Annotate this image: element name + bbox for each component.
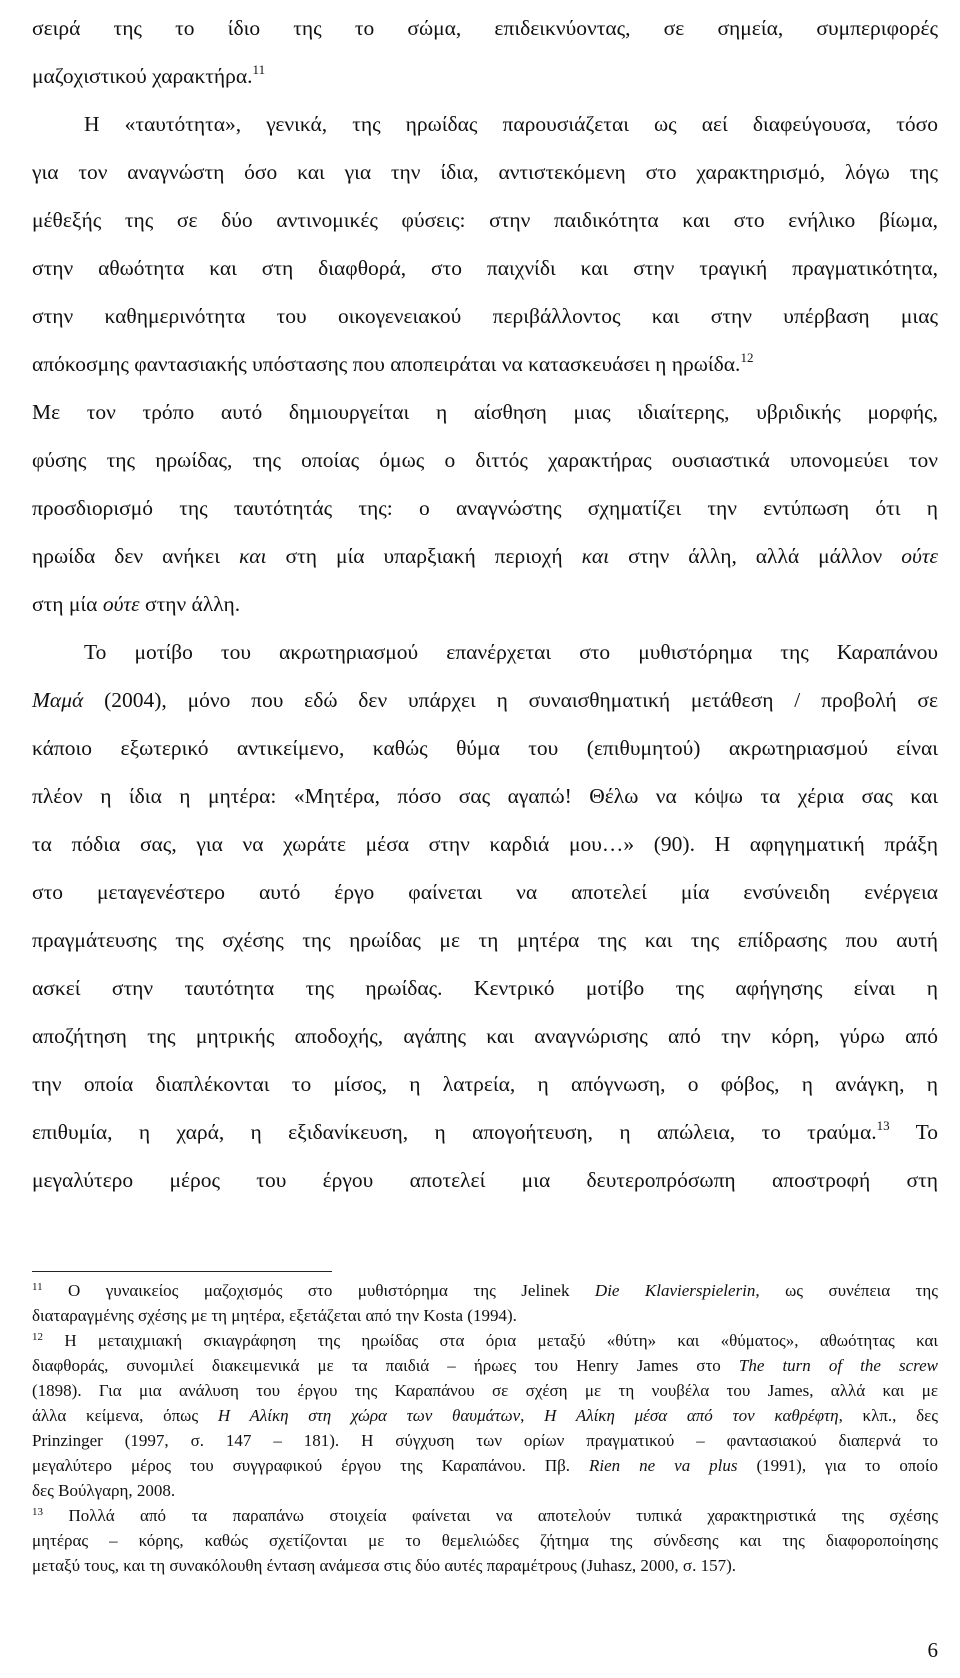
text-line: τα πόδια σας, για να χωράτε μέσα στην καρδιά μου…» (90). Η αφηγηματική πράξη [32, 832, 938, 856]
text-line: φύσης της ηρωίδας, της οποίας όμως ο διττός χαρακτήρας ουσιαστικά υπονομεύει τον [32, 448, 938, 472]
text-line: κάποιο εξωτερικό αντικείμενο, καθώς θύμα του (επιθυμητού) ακρωτηριασμού είναι [32, 736, 938, 760]
text-line: προσδιορισμό της ταυτότητάς της: ο αναγνώστης σχηματίζει την εντύπωση ότι η [32, 496, 938, 520]
text-line: στην αθωότητα και στη διαφθορά, στο παιχνίδι και στην τραγική πραγματικότητα, [32, 256, 938, 280]
text-line: απόκοσμης φαντασιακής υπόστασης που αποπειράται να κατασκευάσει η ηρωίδα.$^{12}$ [32, 350, 754, 376]
text-line: σειρά της το ίδιο της το σώμα, επιδεικνύοντας, σε σημεία, συμπεριφορές [32, 16, 938, 40]
text-line: Μαμά (2004), μόνο που εδώ δεν υπάρχει η συναισθηματική μετάθεση / προβολή σε [32, 688, 938, 712]
text-line: μεγαλύτερο μέρος του έργου αποτελεί μια δευτεροπρόσωπη αποστροφή στη [32, 1168, 938, 1192]
footnote-line: $^{13}$ Πολλά από τα παραπάνω στοιχεία φαίνεται να αποτελούν τυπικά χαρακτηριστικά της σχέσης [32, 1506, 938, 1525]
footnote-line: Prinzinger (1997, σ. 147 – 181). Η σύγχυση των ορίων πραγματικού – φαντασιακού διαπερνά το [32, 1431, 938, 1450]
footnote-line: (1898). Για μια ανάλυση του έργου της Καραπάνου σε σχέση με τη νουβέλα του James, αλλά και με [32, 1381, 938, 1400]
text-line: πραγμάτευσης της σχέσης της ηρωίδας με τη μητέρα της και της επίδρασης που αυτή [32, 928, 938, 952]
text-line: μέθεξής της σε δύο αντινομικές φύσεις: στην παιδικότητα και στο ενήλικο βίωμα, [32, 208, 938, 232]
text-line: ηρωίδα δεν ανήκει και στη μία υπαρξιακή περιοχή και στην άλλη, αλλά μάλλον ούτε [32, 544, 938, 568]
text-line: επιθυμία, η χαρά, η εξιδανίκευση, η απογοήτευση, η απώλεια, το τραύμα.$^{13}$ Το [32, 1118, 939, 1144]
text-line: μαζοχιστικού χαρακτήρα.$^{11}$ [32, 62, 266, 88]
footnote-line: μητέρας – κόρης, καθώς σχετίζονται με το θεμελιώδες ζήτημα της σύνδεσης και της διαφοροποίησης [32, 1531, 938, 1550]
text-line: Η «ταυτότητα», γενικά, της ηρωίδας παρουσιάζεται ως αεί διαφεύγουσα, τόσο [84, 112, 938, 136]
footnote-line: μεγαλύτερο μέρος του συγγραφικού έργου της Καραπάνου. Πβ. Rien ne va plus (1991), για το οποίο [32, 1456, 939, 1475]
footnotes [32, 1278, 938, 1578]
page-number: 6 [927, 1638, 938, 1662]
text-line: στο μεταγενέστερο αυτό έργο φαίνεται να αποτελεί μία ενσύνειδη ενέργεια [32, 880, 938, 904]
text-line: Το μοτίβο του ακρωτηριασμού επανέρχεται στο μυθιστόρημα της Καραπάνου [84, 640, 938, 664]
text-line: την οποία διαπλέκονται το μίσος, η λατρεία, η απόγνωση, ο φόβος, η ανάγκη, η [32, 1072, 938, 1096]
text-line: πλέον η ίδια η μητέρα: «Μητέρα, πόσο σας αγαπώ! Θέλω να κόψω τα χέρια σας και [32, 784, 938, 808]
text-line: ασκεί στην ταυτότητα της ηρωίδας. Κεντρικό μοτίβο της αφήγησης είναι η [32, 976, 938, 1000]
text-line: Με τον τρόπο αυτό δημιουργείται η αίσθηση μιας ιδιαίτερης, υβριδικής μορφής, [32, 400, 938, 424]
text-line: αποζήτηση της μητρικής αποδοχής, αγάπης και αναγνώρισης από την κόρη, γύρω από [32, 1024, 938, 1048]
text-line: στην καθημερινότητα του οικογενειακού περιβάλλοντος και στην υπέρβαση μιας [32, 304, 938, 328]
body-text [32, 4, 938, 1204]
text-line: για τον αναγνώστη όσο και για την ίδια, αντιστεκόμενη στο χαρακτηρισμό, λόγω της [32, 160, 938, 184]
footnote-line: διαταραγμένης σχέσης με τη μητέρα, εξετάζεται από την Kosta (1994). [32, 1306, 517, 1325]
footnote-line: μεταξύ τους, και τη συνακόλουθη ένταση ανάμεσα στις δύο αυτές παραμέτρους (Juhasz, 2000, σ. 157). [32, 1556, 736, 1575]
footnote-line: άλλα κείμενα, όπως Η Αλίκη στη χώρα των θαυμάτων, Η Αλίκη μέσα από τον καθρέφτη, κλπ., δες [32, 1406, 939, 1425]
footnote-line: δες Βούλγαρη, 2008. [32, 1481, 176, 1500]
footnote-line: $^{12}$ Η μεταιχμιακή σκιαγράφηση της ηρωίδας στα όρια μεταξύ «θύτη» και «θύματος», αθωότητας και [32, 1331, 938, 1350]
footnote-line: διαφθοράς, συνομιλεί διακειμενικά με τα παιδιά – ήρωες του Henry James στο The turn of the screw [32, 1356, 938, 1375]
text-line: στη μία ούτε στην άλλη. [32, 592, 241, 616]
footnote-separator [32, 1271, 332, 1272]
footnote-line: $^{11}$ Ο γυναικείος μαζοχισμός στο μυθιστόρημα της Jelinek Die Klavierspielerin, ως συνέπεια της [32, 1281, 939, 1300]
